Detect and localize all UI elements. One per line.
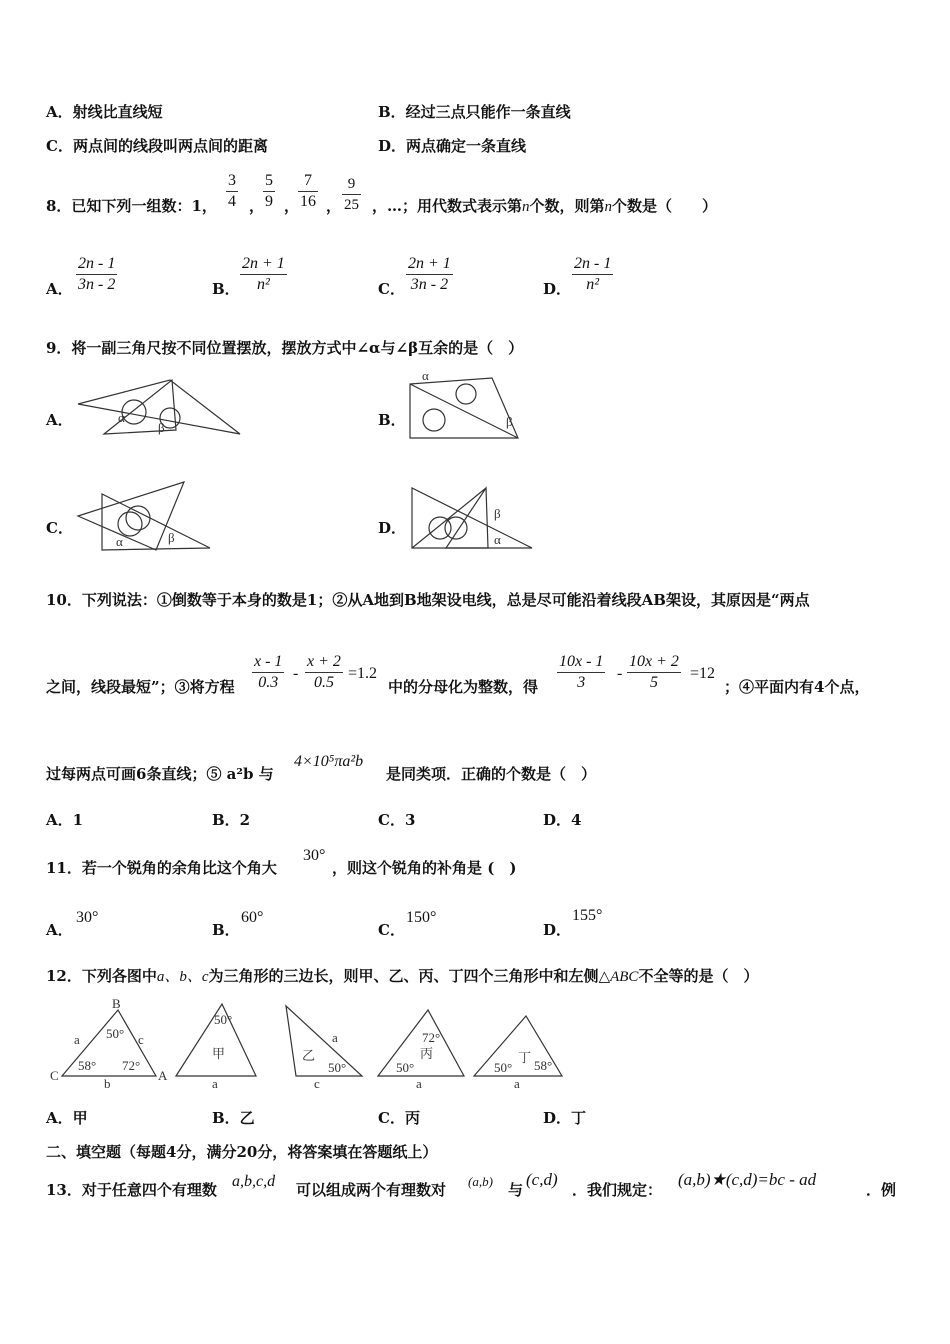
q10-line2-a: 之间，线段最短”；③将方程 xyxy=(46,678,235,696)
angle-label: 50° xyxy=(106,1026,125,1041)
q12-option-a[interactable]: A．甲 xyxy=(46,1109,88,1127)
triangle-ding xyxy=(474,1016,562,1091)
q10-eq1-frac1: $\frac{x - 1}{0.3}$ xyxy=(254,653,283,691)
q7-option-a[interactable]: A．射线比直线短 xyxy=(46,103,163,121)
angle-label: 50° xyxy=(328,1060,347,1075)
q8-frac-1: $\frac{3}{4}$ xyxy=(228,172,236,210)
side-a-label: a xyxy=(332,1030,338,1045)
q13-stem-a: 13．对于任意四个有理数 xyxy=(46,1181,217,1199)
q10-line2-c: ；④平面内有4个点， xyxy=(724,678,870,696)
q11-option-a-label[interactable]: A． xyxy=(46,921,73,939)
ruler-hole xyxy=(126,506,150,530)
q8-sep: ， xyxy=(326,197,342,215)
q7-option-d[interactable]: D．两点确定一条直线 xyxy=(378,137,527,155)
q10-line2-b: 中的分母化为整数，得 xyxy=(388,678,539,696)
q11-angle: 30° xyxy=(303,847,326,864)
q10-eq2-op: - xyxy=(617,665,623,682)
q10-line3-b: 是同类项．正确的个数是（ ） xyxy=(386,765,597,783)
beta-label: β xyxy=(506,414,513,429)
q11-option-d-value[interactable]: 155° xyxy=(572,907,603,924)
alpha-label: α xyxy=(116,534,123,549)
q8-frac-2: $\frac{5}{9}$ xyxy=(265,172,273,210)
q10-eq2-frac2: $\frac{10x + 2}{5}$ xyxy=(629,653,679,691)
q13-stem-c: ．我们规定： xyxy=(572,1181,663,1199)
q9-figure-b xyxy=(406,368,536,444)
angle-label: 72° xyxy=(422,1030,441,1045)
q8-option-b-label[interactable]: B． xyxy=(212,280,240,298)
alpha-label: α xyxy=(118,410,125,425)
side-a-label: a xyxy=(74,1032,80,1047)
side-c-label: c xyxy=(138,1032,144,1047)
section-title: 二、填空题（每题4分，满分20分，将答案填在答题纸上） xyxy=(46,1143,438,1161)
q13-rule: (a,b)★(c,d)=bc - ad xyxy=(678,1170,817,1189)
vertex-c-label: C xyxy=(50,1068,59,1083)
angle-label: 72° xyxy=(122,1058,141,1073)
q13-and: 与 xyxy=(508,1181,524,1199)
q8-sep: ， xyxy=(249,197,265,215)
q8-frac-3: $\frac{7}{16}$ xyxy=(300,172,316,210)
ruler-hole xyxy=(445,517,467,539)
q9-option-d[interactable]: D． xyxy=(378,519,407,537)
vertex-b-label: B xyxy=(112,996,121,1011)
q11-option-c-label[interactable]: C． xyxy=(378,921,405,939)
q10-expr: 4×10⁵πa²b xyxy=(294,753,364,770)
q10-eq1-op: - xyxy=(293,665,299,682)
triangle-name-label: 甲 xyxy=(212,1046,226,1061)
angle-label: 58° xyxy=(534,1058,553,1073)
angle-label: 58° xyxy=(78,1058,97,1073)
q11-option-b-label[interactable]: B． xyxy=(212,921,240,939)
q9-figure-d xyxy=(406,482,536,552)
q12-figures xyxy=(46,996,566,1090)
side-a-label: a xyxy=(416,1076,422,1091)
q9-figure-c xyxy=(76,480,216,552)
triangle-abc xyxy=(50,996,168,1091)
q8-option-d-label[interactable]: D． xyxy=(543,280,572,298)
triangle-ruler xyxy=(412,488,532,548)
q13-pair1: (a,b) xyxy=(468,1174,493,1189)
ruler-hole xyxy=(456,384,476,404)
q9-stem: 9．将一副三角尺按不同位置摆放，摆放方式中∠α与∠β互余的是（ ） xyxy=(46,339,524,357)
q8-option-b-frac[interactable]: $\frac{2n + 1}{\text{n²}}$ xyxy=(242,255,285,293)
beta-label: β xyxy=(168,530,175,545)
q13-stem-d: ．例 xyxy=(866,1181,897,1199)
q9-option-a[interactable]: A． xyxy=(46,411,73,429)
triangle-name-label: 乙 xyxy=(302,1048,316,1063)
q10-eq1-rhs: =1.2 xyxy=(348,665,378,682)
q9-option-c[interactable]: C． xyxy=(46,519,73,537)
angle-label: 50° xyxy=(494,1060,513,1075)
q10-option-d[interactable]: D．4 xyxy=(543,811,582,829)
beta-label: β xyxy=(158,420,165,435)
side-c-label: c xyxy=(314,1076,320,1091)
ruler-hole xyxy=(118,512,142,536)
q7-option-b[interactable]: B．经过三点只能作一条直线 xyxy=(378,103,571,121)
q11-stem-b: ，则这个锐角的补角是 ( ) xyxy=(332,859,517,877)
q12-option-c[interactable]: C．丙 xyxy=(378,1109,420,1127)
q13-vars: a,b,c,d xyxy=(232,1173,276,1190)
side-a-label: a xyxy=(212,1076,218,1091)
q10-eq2-rhs: =12 xyxy=(690,665,716,682)
q8-option-a-label[interactable]: A． xyxy=(46,280,73,298)
q9-figure-a xyxy=(76,378,246,438)
q13-stem-b: 可以组成两个有理数对 xyxy=(296,1181,447,1199)
triangle-jia xyxy=(176,1004,256,1091)
triangle-bing xyxy=(378,1010,464,1091)
vertex-a-label: A xyxy=(158,1068,168,1083)
q10-option-b[interactable]: B．2 xyxy=(212,811,251,829)
ruler-hole xyxy=(122,400,146,424)
q12-option-b[interactable]: B．乙 xyxy=(212,1109,255,1127)
q11-option-a-value[interactable]: 30° xyxy=(76,909,99,926)
triangle-yi xyxy=(286,1006,362,1091)
q8-stem-b: ，…；用代数式表示第n个数，则第n个数是（ ） xyxy=(372,197,718,215)
triangle-ruler xyxy=(410,378,518,438)
q10-option-c[interactable]: C．3 xyxy=(378,811,416,829)
angle-label: 50° xyxy=(214,1012,233,1027)
q11-stem-a: 11．若一个锐角的余角比这个角大 xyxy=(46,859,277,877)
q10-line3-a: 过每两点可画6条直线；⑤ a²b 与 xyxy=(46,765,274,783)
q11-option-d-label[interactable]: D． xyxy=(543,921,572,939)
q8-option-a-frac[interactable]: $\frac{2n - 1}{3n - 2}$ xyxy=(78,255,116,293)
side-b-label: b xyxy=(104,1076,111,1091)
q12-stem: 12．下列各图中a、b、c为三角形的三边长，则甲、乙、丙、丁四个三角形中和左侧△ABC不全等的是（ ） xyxy=(46,967,759,985)
q8-frac-4: $\frac{9}{25}$ xyxy=(344,176,359,213)
q12-option-d[interactable]: D．丁 xyxy=(543,1109,587,1127)
q13-pair2: (c,d) xyxy=(526,1170,558,1189)
q10-eq1-frac2: $\frac{x + 2}{0.5}$ xyxy=(307,653,341,691)
q8-option-c-label[interactable]: C． xyxy=(378,280,405,298)
q11-option-b-value[interactable]: 60° xyxy=(241,909,264,926)
q8-option-d-frac[interactable]: $\frac{2n - 1}{\text{n²}}$ xyxy=(574,255,612,293)
q10-line1: 10．下列说法：①倒数等于本身的数是1；②从A地到B地架设电线，总是尽可能沿着线段AB架设，其原因是“两点 xyxy=(46,591,810,609)
q8-option-c-frac[interactable]: $\frac{2n + 1}{3n - 2}$ xyxy=(408,255,451,293)
q11-option-c-value[interactable]: 150° xyxy=(406,909,437,926)
q8-sep: ， xyxy=(284,197,300,215)
q8-stem: 8．已知下列一组数：1， xyxy=(46,197,217,215)
alpha-label: α xyxy=(422,368,429,383)
triangle-name-label: 丙 xyxy=(420,1046,434,1061)
ruler-hole xyxy=(423,409,445,431)
triangle-name-label: 丁 xyxy=(518,1050,532,1065)
q10-eq2-frac1: $\frac{10x - 1}{3}$ xyxy=(559,653,604,691)
q9-option-b[interactable]: B． xyxy=(378,411,406,429)
side-a-label: a xyxy=(514,1076,520,1091)
alpha-label: α xyxy=(494,532,501,547)
angle-label: 50° xyxy=(396,1060,415,1075)
q7-option-c[interactable]: C．两点间的线段叫两点间的距离 xyxy=(46,137,268,155)
q10-option-a[interactable]: A．1 xyxy=(46,811,84,829)
beta-label: β xyxy=(494,506,501,521)
